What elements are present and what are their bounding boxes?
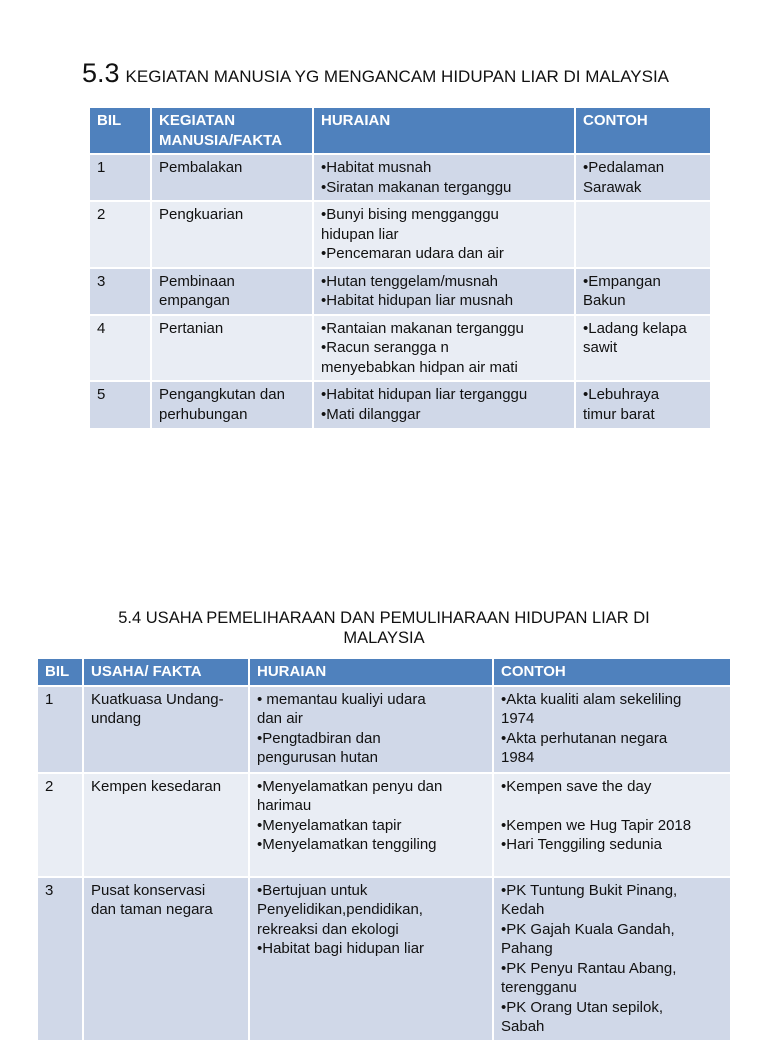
cell-line: timur barat	[583, 405, 655, 423]
cell-contoh	[576, 382, 710, 428]
cell-line: •PK Orang Utan sepilok,	[501, 998, 663, 1016]
cell-line: •Menyelamatkan tenggiling	[257, 836, 437, 853]
cell-line: Pembinaan	[159, 272, 235, 290]
cell-line: sawit	[583, 339, 618, 356]
cell-line: menyebabkan hidpan air mati	[321, 358, 518, 376]
cell-line: •Pengtadbiran dan	[257, 729, 381, 747]
cell-line: Sabah	[501, 1018, 545, 1035]
table-row	[90, 382, 710, 428]
cell-line: •Hutan tenggelam/musnah	[321, 272, 499, 290]
cell-line: rekreaksi dan ekologi	[257, 920, 399, 938]
header-usaha: USAHA/ FAKTA	[84, 659, 250, 687]
cell-line: Bakun	[583, 292, 626, 309]
cell-line: •Lebuhraya	[583, 386, 660, 403]
table-row	[90, 269, 710, 316]
section-title-text: KEGIATAN MANUSIA YG MENGANCAM HIDUPAN LIAR DI MALAYSIA	[125, 67, 670, 86]
cell-line: Pusat konservasi	[91, 881, 206, 899]
cell-line: Pertanian	[159, 319, 224, 337]
cell-line: •Habitat hidupan liar terganggu	[321, 386, 528, 403]
table-row	[38, 774, 730, 878]
cell-kegiatan	[152, 269, 314, 316]
header-bil: BIL	[90, 108, 152, 155]
cell-line: •PK Penyu Rantau Abang,	[501, 959, 677, 977]
cell-line: dan taman negara	[91, 901, 213, 918]
cell-contoh	[576, 269, 710, 316]
cell-line: hidupan liar	[321, 225, 399, 243]
header-kegiatan: KEGIATAN MANUSIA/FAKTA	[152, 108, 314, 155]
cell-huraian	[314, 269, 576, 316]
cell-line: •Empangan	[583, 272, 661, 290]
cell-line: • memantau kualiyi udara	[257, 690, 426, 708]
cell-huraian	[314, 382, 576, 428]
cell-contoh	[576, 202, 710, 269]
cell-line: •Menyelamatkan penyu dan	[257, 777, 443, 795]
cell-line: Penyelidikan,pendidikan,	[257, 901, 423, 918]
conservation-table	[38, 659, 730, 1040]
cell-line: dan air	[257, 710, 303, 727]
cell-usaha	[84, 774, 250, 878]
cell-huraian	[250, 878, 494, 1040]
cell-line: •Bertujuan untuk	[257, 881, 368, 899]
section-5-3-title	[82, 58, 669, 89]
table-header-row	[90, 108, 710, 155]
cell-line: perhubungan	[159, 405, 248, 423]
cell-line: •Racun serangga n	[321, 339, 449, 356]
table-row	[90, 316, 710, 383]
cell-line: pengurusan hutan	[257, 749, 378, 766]
header-contoh: CONTOH	[494, 659, 730, 687]
title-line: MALAYSIA	[343, 629, 425, 647]
cell-line: •Habitat bagi hidupan liar	[257, 940, 425, 957]
cell-kegiatan	[152, 316, 314, 383]
header-huraian: HURAIAN	[314, 108, 576, 155]
cell-line: •Hari Tenggiling sedunia	[501, 836, 662, 853]
section-5-4-title	[40, 608, 728, 648]
cell-contoh	[494, 878, 730, 1040]
cell-contoh	[494, 687, 730, 774]
cell-bil: 1	[38, 687, 84, 774]
cell-line: terengganu	[501, 979, 577, 996]
cell-kegiatan	[152, 382, 314, 428]
header-contoh: CONTOH	[576, 108, 710, 155]
cell-line: •Kempen we Hug Tapir 2018	[501, 816, 692, 834]
cell-line: Pengangkutan dan	[159, 386, 285, 403]
cell-huraian	[314, 155, 576, 202]
cell-line: Kedah	[501, 901, 545, 918]
threats-table	[90, 108, 710, 428]
cell-kegiatan	[152, 155, 314, 202]
cell-line: Pembalakan	[159, 159, 243, 176]
cell-line: empangan	[159, 292, 230, 309]
header-bil: BIL	[38, 659, 84, 687]
cell-line: Pengkuarian	[159, 206, 244, 223]
cell-kegiatan	[152, 202, 314, 269]
cell-line: undang	[91, 710, 142, 727]
cell-line: •Pencemaran udara dan air	[321, 245, 504, 262]
cell-bil: 5	[90, 382, 152, 428]
cell-line: 1974	[501, 710, 535, 727]
title-line: 5.4 USAHA PEMELIHARAAN DAN PEMULIHARAAN HIDUPAN LIAR DI	[118, 609, 650, 627]
cell-bil: 3	[38, 878, 84, 1040]
cell-huraian	[314, 316, 576, 383]
header-huraian: HURAIAN	[250, 659, 494, 687]
table-row	[38, 687, 730, 774]
cell-line: Kempen kesedaran	[91, 777, 222, 795]
cell-line: •PK Gajah Kuala Gandah,	[501, 920, 675, 938]
table-row	[90, 202, 710, 269]
cell-line: Kuatkuasa Undang-	[91, 690, 224, 708]
cell-bil: 1	[90, 155, 152, 202]
cell-line: •Akta perhutanan negara	[501, 729, 668, 747]
cell-bil: 4	[90, 316, 152, 383]
cell-line: •PK Tuntung Bukit Pinang,	[501, 881, 678, 899]
cell-line: •Rantaian makanan terganggu	[321, 319, 524, 337]
cell-huraian	[250, 774, 494, 878]
cell-usaha	[84, 687, 250, 774]
cell-contoh	[576, 155, 710, 202]
cell-line: •Akta kualiti alam sekeliling	[501, 690, 682, 708]
section-number: 5.3	[82, 58, 120, 88]
cell-line: •Pedalaman	[583, 159, 665, 176]
cell-line: Pahang	[501, 940, 553, 957]
cell-line	[501, 796, 723, 816]
cell-usaha	[84, 878, 250, 1040]
cell-line: •Siratan makanan terganggu	[321, 178, 512, 196]
cell-line: 1984	[501, 749, 535, 766]
cell-bil: 2	[90, 202, 152, 269]
cell-contoh	[576, 316, 710, 383]
cell-line: •Kempen save the day	[501, 777, 652, 795]
cell-line: •Habitat musnah	[321, 159, 432, 176]
cell-line: Sarawak	[583, 178, 642, 196]
cell-bil: 3	[90, 269, 152, 316]
table-row	[38, 878, 730, 1040]
cell-line: •Habitat hidupan liar musnah	[321, 292, 514, 309]
cell-line: harimau	[257, 797, 312, 814]
cell-line: •Bunyi bising mengganggu	[321, 206, 499, 223]
table-header-row	[38, 659, 730, 687]
cell-contoh	[494, 774, 730, 878]
cell-huraian	[314, 202, 576, 269]
cell-line: •Menyelamatkan tapir	[257, 816, 402, 834]
cell-line: •Ladang kelapa	[583, 319, 687, 337]
cell-huraian	[250, 687, 494, 774]
table-row	[90, 155, 710, 202]
cell-line: •Mati dilanggar	[321, 405, 421, 423]
cell-bil: 2	[38, 774, 84, 878]
